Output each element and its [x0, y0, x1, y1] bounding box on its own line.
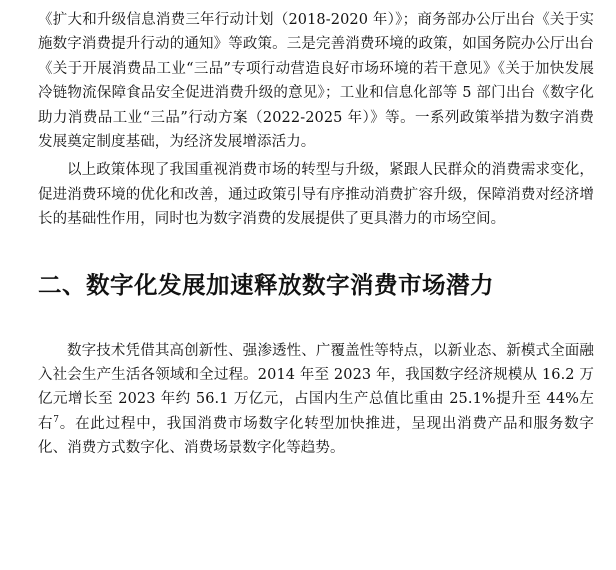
paragraph-policy-list: 《扩大和升级信息消费三年行动计划（2018-2020 年）》；商务部办公厅出台《关于实施数字消费提升行动的通知》等政策。三是完善消费环境的政策，如国务院办公厅出台《关于开展消费品工业“三品”专项行动营造良好市场环境的若干意见》《关于加快发展冷链物流保障食品安全促进消费升级的意见》；工业和信息化部等 5 部门出台《数字化助力消费品工业“三品”行动方案（2022-2025 年）》等。一系列政策举措为数字消费发展奠定制度基础，为经济发展增添活力。 [38, 12, 594, 151]
paragraph-digital-economy-text: 数字技术凭借其高创新性、强渗透性、广覆盖性等特点，以新业态、新模式全面融入社会生产生活各领域和全过程。2014 年至 2023 年，我国数字经济规模从 16.2 万亿元增长至 2023 年约 56.1 万亿元，占国内生产总值比重由 25.1%提升至 44%左右 [38, 342, 594, 432]
paragraph-digital-economy-text-continued: 。在此过程中，我国消费市场数字化转型加快推进，呈现出消费产品和服务数字化、消费方式数字化、消费场景数字化等趋势。 [38, 415, 595, 457]
section-heading: 二、数字化发展加速释放数字消费市场潜力 [38, 270, 494, 299]
paragraph-policy-summary: 以上政策体现了我国重视消费市场的转型与升级，紧跟人民群众的消费需求变化，促进消费环境的优化和改善，通过政策引导有序推动消费扩容升级，保障消费对经济增长的基础性作用，同时也为数字消费的发展提供了更具潜力的市场空间。 [38, 162, 594, 228]
paragraph-digital-economy [38, 339, 594, 461]
footnote-marker[interactable]: 7 [53, 415, 60, 426]
